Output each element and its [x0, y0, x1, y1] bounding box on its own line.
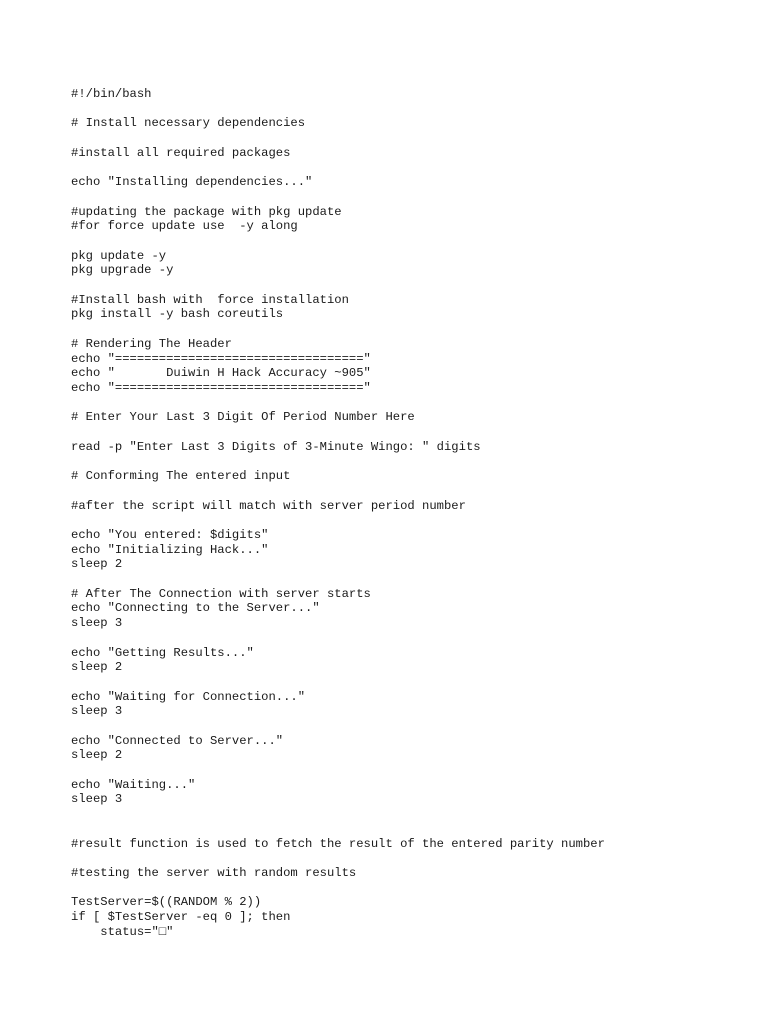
script-listing — [71, 87, 731, 939]
code-line: # After The Connection with server starts — [71, 586, 371, 601]
code-line: #install all required packages — [71, 145, 291, 160]
code-line: echo " Duiwin H Hack Accuracy ~905" — [71, 366, 371, 381]
code-line: echo "Connected to Server..." — [71, 733, 284, 748]
blank-line — [71, 454, 731, 469]
blank-line — [71, 322, 731, 337]
code-line: echo "Initializing Hack..." — [71, 542, 269, 557]
code-line: if [ $TestServer -eq 0 ]; then — [71, 910, 291, 925]
code-line: echo "Connecting to the Server..." — [71, 601, 320, 616]
code-line: status="□" — [71, 924, 174, 939]
code-line: #after the script will match with server period number — [71, 498, 466, 513]
code-line: sleep 2 — [71, 557, 123, 572]
code-line: # Install necessary dependencies — [71, 116, 306, 131]
blank-line — [71, 513, 731, 528]
code-line: # Rendering The Header — [71, 336, 232, 351]
code-line: sleep 2 — [71, 748, 123, 763]
code-line: echo "Waiting..." — [71, 777, 196, 792]
blank-line — [71, 425, 731, 440]
code-line: #testing the server with random results — [71, 865, 357, 880]
code-line: pkg update -y — [71, 248, 167, 263]
blank-line — [71, 822, 731, 837]
blank-line — [71, 851, 731, 866]
blank-line — [71, 131, 731, 146]
blank-line — [71, 278, 731, 293]
code-line: pkg upgrade -y — [71, 263, 174, 278]
blank-line — [71, 572, 731, 587]
code-line: # Enter Your Last 3 Digit Of Period Number Here — [71, 410, 415, 425]
code-line: read -p "Enter Last 3 Digits of 3-Minute Wingo: " digits — [71, 439, 481, 454]
code-line: sleep 3 — [71, 616, 123, 631]
code-line: pkg install -y bash coreutils — [71, 307, 284, 322]
code-line: echo "Getting Results..." — [71, 645, 254, 660]
code-line: #result function is used to fetch the result of the entered parity number — [71, 836, 605, 851]
blank-line — [71, 807, 731, 822]
blank-line — [71, 234, 731, 249]
code-line: # Conforming The entered input — [71, 469, 291, 484]
blank-line — [71, 719, 731, 734]
blank-line — [71, 763, 731, 778]
code-line: echo "==================================" — [71, 380, 371, 395]
code-line: echo "==================================" — [71, 351, 371, 366]
code-line: echo "Waiting for Connection..." — [71, 689, 306, 704]
code-line: #updating the package with pkg update — [71, 204, 342, 219]
code-line: echo "You entered: $digits" — [71, 527, 269, 542]
code-line: echo "Installing dependencies..." — [71, 175, 313, 190]
blank-line — [71, 675, 731, 690]
code-line: sleep 3 — [71, 704, 123, 719]
code-line: sleep 2 — [71, 660, 123, 675]
blank-line — [71, 484, 731, 499]
code-line: #!/bin/bash — [71, 87, 152, 101]
blank-line — [71, 881, 731, 896]
blank-line — [71, 631, 731, 646]
code-line: TestServer=$((RANDOM % 2)) — [71, 895, 262, 910]
blank-line — [71, 102, 731, 117]
code-line: #for force update use -y along — [71, 219, 298, 234]
blank-line — [71, 396, 731, 411]
blank-line — [71, 190, 731, 205]
blank-line — [71, 160, 731, 175]
code-line: #Install bash with force installation — [71, 292, 349, 307]
code-line: sleep 3 — [71, 792, 123, 807]
